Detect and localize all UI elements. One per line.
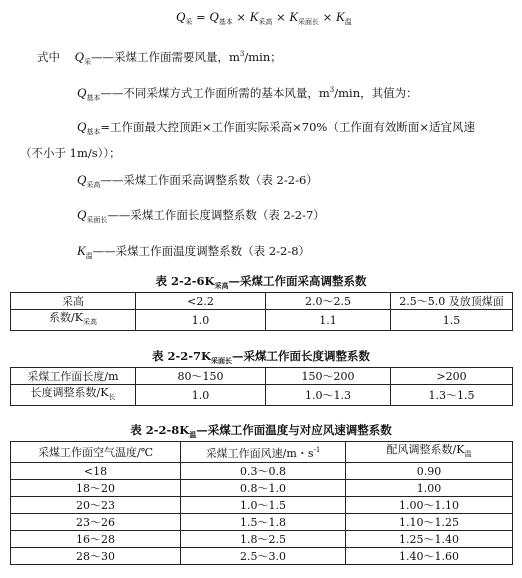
table-row: 18～20 0.8～1.0 1.00: [11, 480, 513, 497]
table-row: 16～28 1.8～2.5 1.25～1.40: [11, 531, 513, 548]
table-2-2-7: [10, 367, 513, 406]
definition-k-height: $Q_{采高}——$采煤工作面采高调整系数（表 2-2-6）: [77, 172, 318, 189]
definition-q-base-formula: $Q_{基本}=$工作面最大控顶距×工作面实际采高×70%（工作面有效断面×适宜风速: [77, 119, 475, 136]
table-2-2-7-caption: 表 $2-2-7K_{采面长}—$采煤工作面长度调整系数: [151, 349, 371, 365]
table-row: 采高 <2.2 2.0～2.5 2.5～5.0 及放顶煤面: [11, 293, 513, 310]
definition-k-length: $Q_{采面长}——$采煤工作面长度调整系数（表 2-2-7）: [77, 207, 325, 224]
table-row: 采煤工作面长度/m 80～150 150～200 >200: [11, 368, 513, 385]
table-row: 系数$/K_{采高}$ 1.0 1.1 1.5: [11, 310, 513, 331]
main-formula: $Q_采 = Q_{基本} \times K_{采高} \times K_{采面长} \times K_温$: [176, 9, 352, 26]
definition-q: 式中 $Q_采——$采煤工作面需要风量，$m^3/\min$；: [37, 49, 282, 66]
where-label: 式中: [37, 50, 60, 64]
definition-q-base: $Q_{基本}——$不同采煤方式工作面所需的基本风量，$m^3/\min$，其值为：: [77, 85, 418, 102]
table-2-2-8: [10, 441, 513, 565]
table-header-row: 采煤工作面空气温度/℃ 采煤工作面风速/m・$s^{-1}$ 配风调整系数$/K_温$: [11, 442, 513, 463]
table-2-2-6-caption: 表 $2-2-6K_{采高}—$采煤工作面采高调整系数: [155, 274, 367, 290]
table-row: <18 0.3～0.8 0.90: [11, 463, 513, 480]
table-row: 23～26 1.5～1.8 1.10～1.25: [11, 514, 513, 531]
definition-q-base-cont: （不小于 1m/s））；: [20, 146, 121, 160]
table-row: 20～23 1.0～1.5 1.00～1.10: [11, 497, 513, 514]
table-row: 长度调整系数$/K_长$ 1.0 1.0～1.3 1.3～1.5: [11, 385, 513, 406]
table-row: 28～30 2.5～3.0 1.40～1.60: [11, 548, 513, 565]
table-2-2-8-caption: 表 $2-2-8K_温—$采煤工作面温度与对应风速调整系数: [130, 423, 392, 439]
table-2-2-6: [10, 292, 513, 331]
definition-k-temp: $K_温——$采煤工作面温度调整系数（表 2-2-8）: [77, 243, 311, 260]
